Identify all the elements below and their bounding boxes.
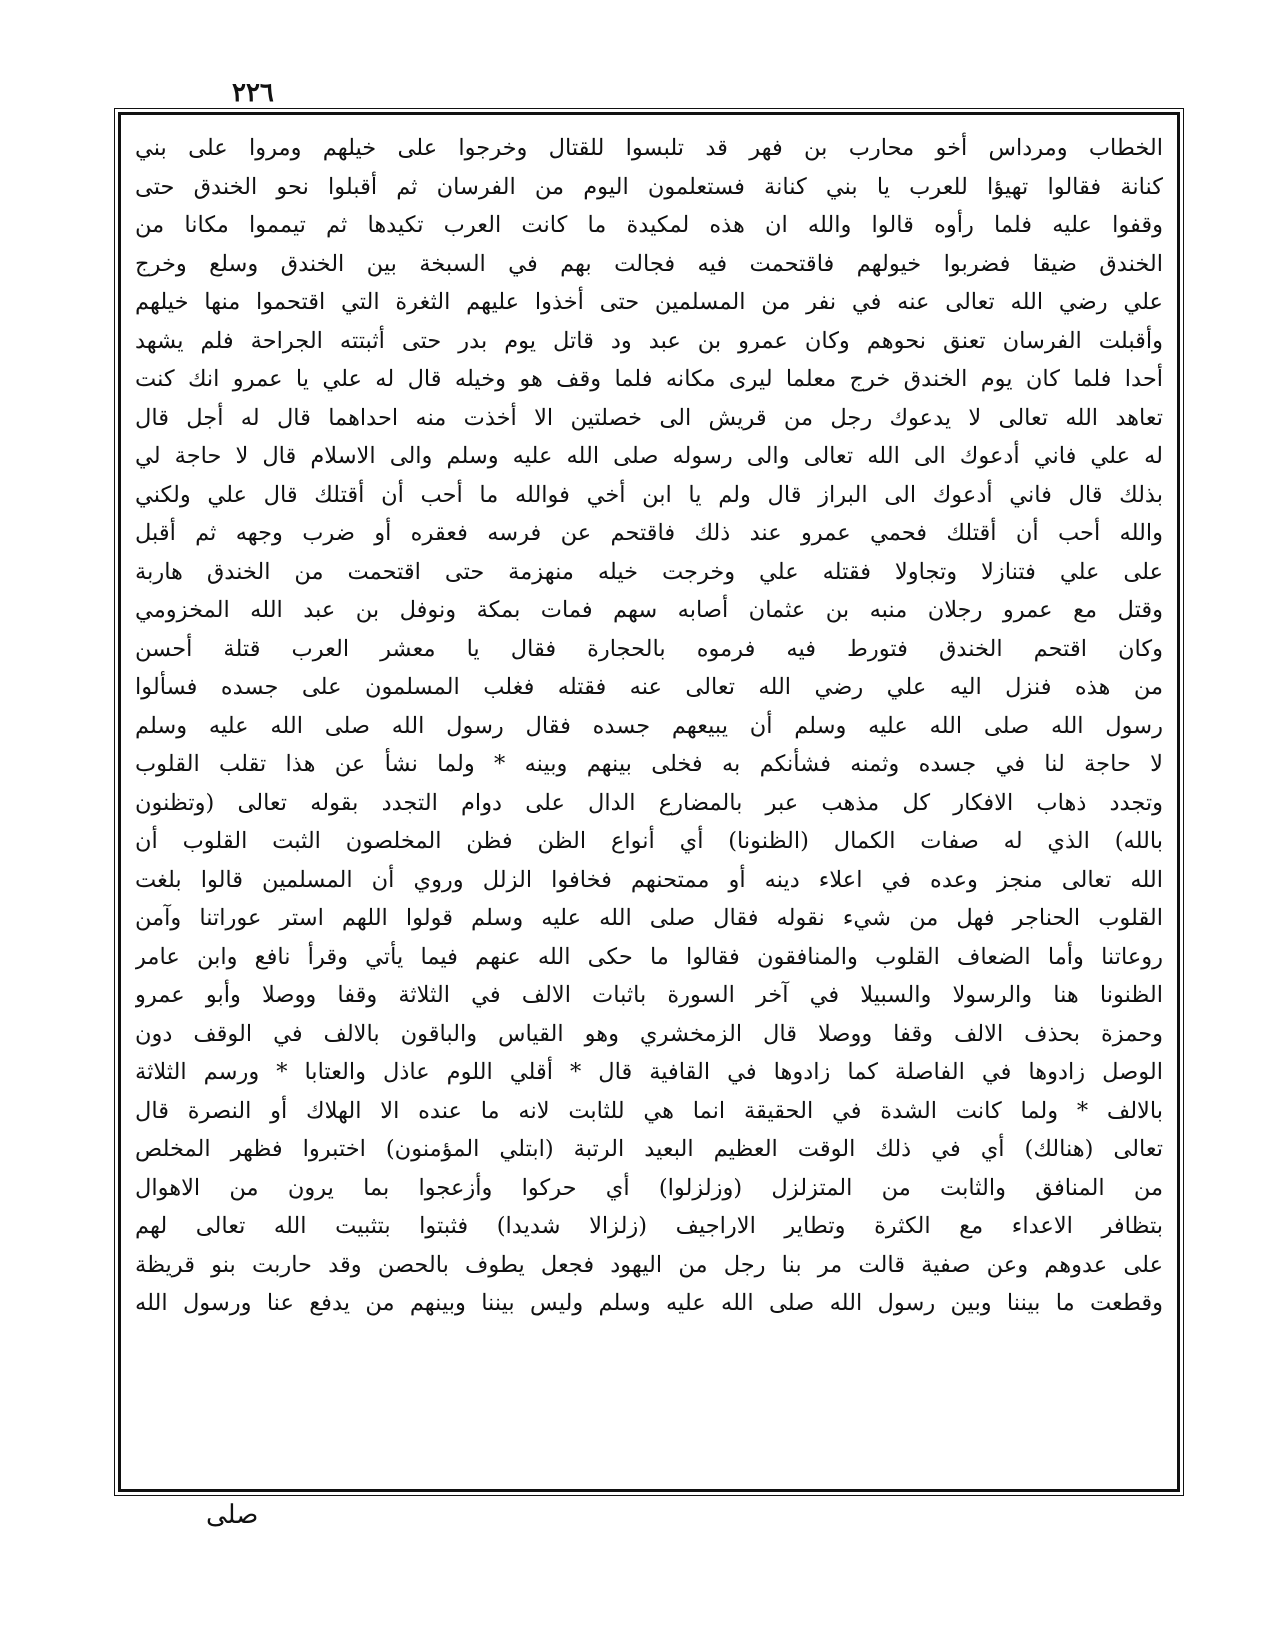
text-line: من هذه فنزل اليه علي رضي الله تعالى عنه فقتله فغلب المسلمون على جسده فسألوا: [135, 674, 1163, 700]
text-line: القلوب الحناجر فهل من شيء نقوله فقال صلى الله عليه وسلم قولوا اللهم استر عوراتنا وآمن: [135, 905, 1163, 931]
text-line: الوصل زادوها في الفاصلة كما زادوها في القافية قال * أقلي اللوم عاذل والعتابا * ورسم الثلاثة: [135, 1059, 1163, 1085]
text-line: بذلك قال فاني أدعوك الى البراز قال ولم يا ابن أخي فوالله ما أحب أن أقتلك قال علي ولكني: [135, 481, 1163, 508]
text-line: من المنافق والثابت من المتزلزل (وزلزلوا) أي حركوا وأزعجوا بما يرون من الاهوال: [135, 1174, 1163, 1201]
text-line: كنانة فقالوا تهيؤا للعرب يا بني كنانة فستعلمون اليوم من الفرسان ثم أقبلوا نحو الخندق حتى: [135, 173, 1163, 200]
page-frame: [118, 112, 1180, 1492]
text-line: على عدوهم وعن صفية قالت مر بنا رجل من اليهود فجعل يطوف بالحصن وقد حاربت بنو قريظة: [135, 1251, 1163, 1278]
text-line: الخطاب ومرداس أخو محارب بن فهر قد تلبسوا للقتال وخرجوا على خيلهم ومروا على بني: [135, 135, 1163, 161]
text-line: والله أحب أن أقتلك فحمي عمرو عند ذلك فاقتحم عن فرسه فعقره أو ضرب وجهه ثم أقبل: [135, 520, 1163, 546]
text-body: [135, 129, 1163, 1479]
text-line: بتظافر الاعداء مع الكثرة وتطاير الاراجيف (زلزالا شديدا) فثبتوا بتثبيت الله تعالى لهم: [135, 1213, 1163, 1239]
text-line: روعاتنا وأما الضعاف القلوب والمنافقون فقالوا ما حكى الله عنهم فيما يأتي وقرأ نافع وابن عامر: [135, 943, 1163, 970]
text-line: على علي فتنازلا وتجاولا فقتله علي وخرجت خيله منهزمة حتى اقتحمت من الخندق هاربة: [135, 558, 1163, 585]
text-line: وقتل مع عمرو رجلان منبه بن عثمان أصابه سهم فمات بمكة ونوفل بن عبد الله المخزومي: [135, 597, 1163, 623]
page-number: ٢٢٦: [232, 78, 274, 108]
text-line: وحمزة بحذف الالف وقفا ووصلا قال الزمخشري وهو القياس والباقون بالالف في الوقف دون: [135, 1020, 1163, 1047]
text-line: الظنونا هنا والرسولا والسبيلا في آخر السورة باثبات الالف في الثلاثة وقفا ووصلا وأبو عمرو: [135, 982, 1163, 1008]
text-line: وقفوا عليه فلما رأوه قالوا والله ان هذه لمكيدة ما كانت العرب تكيدها ثم تيمموا مكانا من: [135, 212, 1163, 238]
text-line: وتجدد ذهاب الافكار كل مذهب عبر بالمضارع الدال على دوام التجدد بقوله تعالى (وتظنون: [135, 789, 1163, 816]
text-line: علي رضي الله تعالى عنه في نفر من المسلمين حتى أخذوا عليهم الثغرة التي اقتحموا منها خيلهم: [135, 289, 1163, 315]
text-line: لا حاجة لنا في جسده وثمنه فشأنكم به فخلى بينهم وبينه * ولما نشأ عن هذا تقلب القلوب: [135, 751, 1163, 777]
text-line: له علي فاني أدعوك الى الله تعالى والى رسوله صلى الله عليه وسلم والى الاسلام قال لا حاجة لي: [135, 443, 1163, 469]
text-line: رسول الله صلى الله عليه وسلم أن يبيعهم جسده فقال رسول الله صلى الله عليه وسلم: [135, 712, 1163, 739]
text-line: الله تعالى منجز وعده في اعلاء دينه أو ممتحنهم فخافوا الزلل وروي أن المسلمين قالوا بلغت: [135, 866, 1163, 893]
text-line: أحدا فلما كان يوم الخندق خرج معلما ليرى مكانه فلما وقف هو وخيله قال له علي يا عمرو انك كنت: [135, 366, 1163, 392]
catchword: صلى: [206, 1500, 259, 1530]
text-line: تعاهد الله تعالى لا يدعوك رجل من قريش الى خصلتين الا أخذت منه احداهما قال له أجل قال: [135, 404, 1163, 431]
text-line: وقطعت ما بيننا وبين رسول الله صلى الله عليه وسلم وليس بيننا وبينهم من يدفع عنا ورسول الله: [135, 1290, 1163, 1316]
text-line: تعالى (هنالك) أي في ذلك الوقت العظيم البعيد الرتبة (ابتلي المؤمنون) اختبروا فظهر المخلص: [135, 1136, 1163, 1162]
text-line: بالالف * ولما كانت الشدة في الحقيقة انما هي للثابت لانه ما عنده الا الهلاك أو النصرة قال: [135, 1097, 1163, 1124]
text-line: الخندق ضيقا فضربوا خيولهم فاقتحمت فيه فجالت بهم في السبخة بين الخندق وسلع وخرج: [135, 250, 1163, 277]
text-line: وكان اقتحم الخندق فتورط فيه فرموه بالحجارة فقال يا معشر العرب قتلة أحسن: [135, 635, 1163, 662]
text-line: وأقبلت الفرسان تعنق نحوهم وكان عمرو بن عبد ود قاتل يوم بدر حتى أثبتته الجراحة فلم يشهد: [135, 327, 1163, 354]
text-line: بالله) الذي له صفات الكمال (الظنونا) أي أنواع الظن فظن المخلصون الثبت القلوب أن: [135, 828, 1163, 854]
